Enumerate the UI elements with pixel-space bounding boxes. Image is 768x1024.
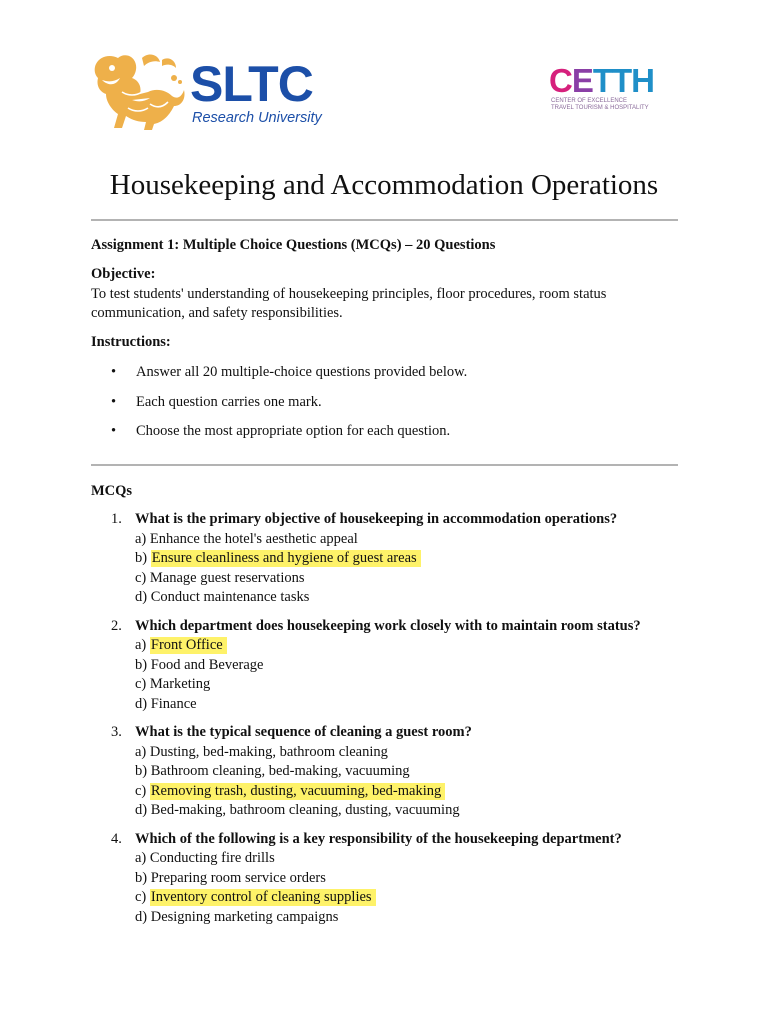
option-text: Enhance the hotel's aesthetic appeal	[149, 530, 358, 547]
question-number: 3.	[111, 724, 122, 740]
question-item	[91, 510, 691, 608]
objective-label: Objective:	[91, 266, 156, 282]
question-number: 2.	[111, 617, 122, 634]
answer-option	[135, 695, 691, 715]
answer-option	[135, 656, 691, 676]
cetth-logo-letter-c: C	[549, 62, 572, 99]
answer-option	[135, 588, 691, 608]
option-letter: a)	[135, 530, 147, 547]
option-letter: d)	[135, 695, 148, 712]
cetth-logo-line2: TRAVEL TOURISM & HOSPITALITY	[551, 105, 649, 111]
lion-emblem-icon	[92, 52, 188, 130]
question-number: 4.	[111, 830, 122, 847]
option-text: Conducting fire drills	[149, 850, 275, 866]
sltc-logo-subtitle: Research University	[192, 110, 322, 126]
sltc-logo	[92, 52, 332, 132]
option-letter: c)	[135, 782, 147, 799]
option-letter: d)	[135, 589, 148, 605]
instruction-text: Each question carries one mark.	[136, 393, 322, 410]
objective-line-2: communication, and safety responsibilities.	[91, 305, 343, 321]
assignment-heading: Assignment 1: Multiple Choice Questions (MCQs) – 20 Questions	[91, 237, 496, 253]
answer-option-highlighted	[135, 549, 691, 569]
list-item	[91, 421, 681, 451]
option-text: Food and Beverage	[150, 656, 264, 673]
instruction-text: Choose the most appropriate option for each question.	[136, 423, 451, 439]
option-letter: b)	[135, 550, 148, 566]
option-letter: c)	[135, 569, 147, 586]
title-divider	[91, 219, 678, 221]
answer-option	[135, 762, 691, 782]
answer-option	[135, 530, 691, 550]
answer-option	[135, 908, 691, 928]
cetth-logo-letter-e: E	[571, 62, 593, 99]
question-text: What is the primary objective of housekeeping in accommodation operations?	[135, 511, 618, 527]
bullet-icon: •	[111, 393, 117, 410]
option-text: Designing marketing campaigns	[150, 908, 339, 925]
instructions-label: Instructions:	[91, 334, 171, 350]
option-letter: b)	[135, 869, 148, 886]
option-text: Finance	[150, 695, 197, 712]
option-letter: d)	[135, 908, 148, 925]
mcq-section-label: MCQs	[91, 483, 133, 499]
option-text: Bed-making, bathroom cleaning, dusting, vacuuming	[150, 802, 460, 818]
instruction-text: Answer all 20 multiple-choice questions provided below.	[136, 364, 468, 380]
question-number: 1.	[111, 511, 122, 527]
option-text-highlighted: Removing trash, dusting, vacuuming, bed-making	[150, 783, 445, 800]
list-item	[91, 362, 681, 392]
question-item	[91, 723, 691, 821]
question-text: Which of the following is a key responsibility of the housekeeping department?	[135, 830, 622, 847]
answer-option-highlighted	[135, 636, 691, 656]
cetth-logo	[549, 64, 669, 124]
answer-option	[135, 869, 691, 889]
objective-line-1: To test students' understanding of housekeeping principles, floor procedures, room status	[91, 286, 607, 302]
option-text: Manage guest reservations	[149, 569, 305, 586]
answer-option	[135, 569, 691, 589]
option-text: Preparing room service orders	[150, 869, 326, 886]
option-letter: c)	[135, 676, 147, 692]
instructions-list	[91, 362, 681, 451]
section-divider	[91, 464, 678, 466]
mcq-list	[91, 510, 691, 936]
option-text: Dusting, bed-making, bathroom cleaning	[149, 743, 388, 760]
option-letter: a)	[135, 637, 147, 653]
question-text: What is the typical sequence of cleaning a guest room?	[135, 724, 472, 740]
question-item	[91, 617, 691, 715]
option-letter: a)	[135, 850, 147, 866]
answer-option-highlighted	[135, 888, 691, 908]
answer-option-highlighted	[135, 782, 691, 802]
option-text: Marketing	[149, 676, 211, 692]
option-letter: b)	[135, 656, 148, 673]
option-letter: c)	[135, 889, 147, 905]
option-letter: d)	[135, 802, 148, 818]
option-letter: a)	[135, 743, 147, 760]
cetth-logo-letters-tth: TTH	[592, 62, 655, 99]
option-text: Conduct maintenance tasks	[150, 589, 310, 605]
cetth-logo-text	[549, 64, 654, 98]
answer-option	[135, 849, 691, 869]
cetth-logo-line1: CENTER OF EXCELLENCE	[551, 98, 628, 104]
answer-option	[135, 801, 691, 821]
sltc-logo-text: SLTC	[190, 56, 313, 112]
option-text-highlighted: Front Office	[150, 637, 227, 654]
answer-option	[135, 743, 691, 763]
option-text-highlighted: Ensure cleanliness and hygiene of guest areas	[151, 550, 421, 567]
question-item	[91, 830, 691, 928]
bullet-icon: •	[111, 423, 117, 439]
bullet-icon: •	[111, 364, 117, 380]
option-letter: b)	[135, 763, 148, 779]
list-item	[91, 392, 681, 422]
option-text: Bathroom cleaning, bed-making, vacuuming	[150, 763, 410, 779]
question-text: Which department does housekeeping work closely with to maintain room status?	[135, 617, 641, 634]
option-text-highlighted: Inventory control of cleaning supplies	[150, 889, 376, 906]
document-title: Housekeeping and Accommodation Operations	[109, 169, 659, 201]
answer-option	[135, 675, 691, 695]
